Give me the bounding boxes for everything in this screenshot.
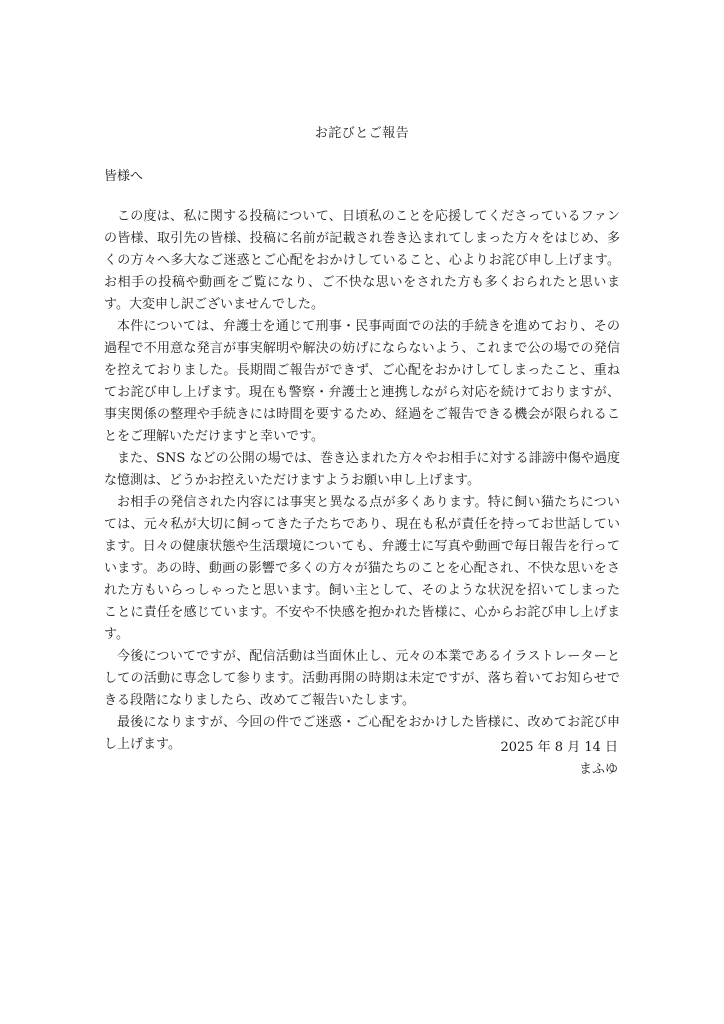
paragraph: お相手の発信された内容には事実と異なる点が多くあります。特に飼い猫たちについては、元々私が大切に飼ってきた子たちであり、現在も私が責任を持ってお世話しています。日々の健康状態や生活環境についても、弁護士に写真や動画で毎日報告を行っています。あの時、動画の影響で多くの方々が猫たちのことを心配され、不快な思いをされた方もいらっしゃったと思います。飼い主として、そのような状況を招いてしまったことに責任を感じています。不安や不快感を抱かれた皆様に、心からお詫び申し上げます。 — [104, 495, 620, 642]
document-title: お詫びとご報告 — [314, 126, 410, 141]
paragraph: この度は、私に関する投稿について、日頃私のことを応援してくださっているファンの皆様、取引先の皆様、投稿に名前が記載され巻き込まれてしまった方々をはじめ、多くの方々へ多大なご迷惑とご心配をおかけしていること、心よりお詫び申し上げます。お相手の投稿や動画をご覧になり、ご不快な思いをされた方も多くおられたと思います。大変申し訳ございませんでした。 — [104, 209, 620, 312]
paragraph: 最後になりますが、今回の件でご迷惑・ご心配をおかけした皆様に、改めてお詫び申し上げます。 — [104, 715, 620, 752]
document-date: 2025 年 8 月 14 日 — [500, 740, 618, 755]
paragraph: 今後についてですが、配信活動は当面休止し、元々の本業であるイラストレーターとしての活動に専念して参ります。活動再開の時期は未定ですが、落ち着いてお知らせできる段階になりましたら、改めてご報告いたします。 — [104, 649, 620, 708]
paragraph: また、SNS などの公開の場では、巻き込まれた方々やお相手に対する誹謗中傷や過度な憶測は、どうかお控えいただけますようお願い申し上げます。 — [104, 451, 620, 488]
paragraph: 本件については、弁護士を通じて刑事・民事両面での法的手続きを進めており、その過程で不用意な発言が事実解明や解決の妨げにならないよう、これまで公の場での発信を控えておりました。長期間ご報告ができず、ご心配をおかけしてしまったこと、重ねてお詫び申し上げます。現在も警察・弁護士と連携しながら対応を続けておりますが、事実関係の整理や手続きには時間を要するため、経過をご報告できる機会が限られることをご理解いただけますと幸いです。 — [104, 319, 620, 444]
salutation: 皆様へ — [104, 169, 144, 184]
document-body — [104, 206, 620, 756]
signature: まふゆ — [578, 762, 618, 777]
